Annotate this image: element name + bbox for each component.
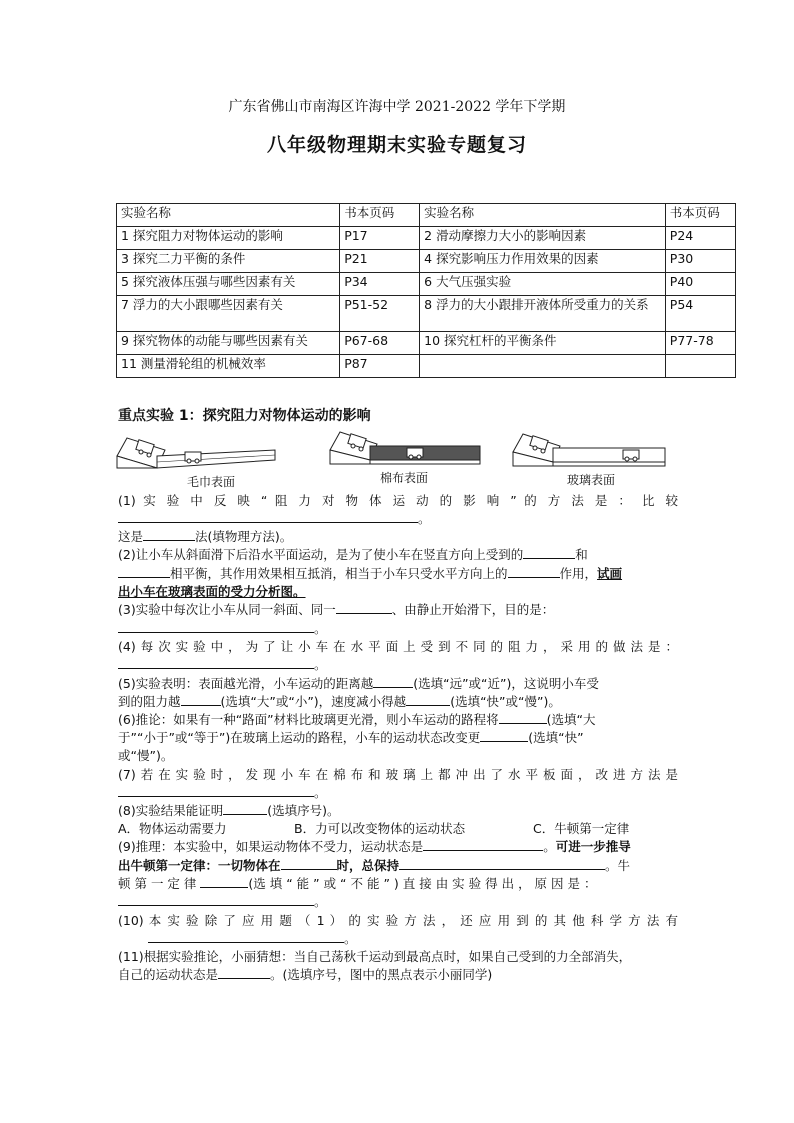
table-cell: P67-68 [340,332,420,355]
answer-blank[interactable] [118,510,418,523]
table-cell: 2 滑动摩擦力大小的影响因素 [420,227,666,250]
towel-surface-figure [117,438,275,468]
answer-blank[interactable] [118,656,314,669]
table-cell [665,355,735,378]
question-2-line-2: 相平衡，其作用效果相互抵消，相当于小车只受水平方向上的 作用，试画 [118,565,678,582]
answer-blank[interactable] [499,711,547,724]
option-b[interactable]: B．力可以改变物体的运动状态 [294,821,466,836]
question-9-line-2: 出牛顿第一定律：一切物体在 时，总保持 。牛 [118,858,631,873]
question-6-line-2: 于”“小于”或“等于”)在玻璃上运动的路程，小车的运动状态改变更 (选填“快” [118,730,584,745]
section-heading: 重点实验 1：探究阻力对物体运动的影响 [118,408,371,424]
table-row [117,296,736,332]
answer-blank[interactable] [118,784,314,797]
option-c[interactable]: C．牛顿第一定律 [533,821,630,836]
figure-label-towel: 毛巾表面 [187,475,236,488]
answer-blank[interactable] [118,620,314,633]
question-7-line-1: (7)若在实验时，发现小车在棉布和玻璃上都冲出了水平板面，改进方法是 [118,767,678,782]
figure-label-glass: 玻璃表面 [567,473,616,487]
answer-blank[interactable] [118,565,170,578]
experiment-figures [115,428,675,488]
option-a[interactable]: A．物体运动需要力 [118,821,227,836]
table-cell: 9 探究物体的动能与哪些因素有关 [117,332,340,355]
table-cell: 7 浮力的大小跟哪些因素有关 [117,296,340,332]
cotton-surface-figure [330,432,480,464]
table-cell: 8 浮力的大小跟排开液体所受重力的关系 [420,296,666,332]
question-6-line-1: (6)推论：如果有一种“路面”材料比玻璃更光滑，则小车运动的路程将 (选填“大 [118,712,596,727]
question-9-line-3: 顿 第 一 定 律 (选 填 “ 能 ” 或 “ 不 能 ” ) 直 接 由 实 验 得 出 ， 原 因 是 ： [118,876,597,891]
table-cell: P54 [665,296,735,332]
table-cell: P34 [340,273,420,296]
answer-blank[interactable] [223,802,267,815]
question-9-line-1: (9)推理：本实验中，如果运动物体不受力，运动状态是 。可进一步推导 [118,839,631,854]
school-header: 广东省佛山市南海区许海中学 2021-2022 学年下学期 [228,99,566,115]
question-11-line-1: (11)根据实验推论，小丽猜想：当自己荡秋千运动到最高点时，如果自己受到的力全部消失， [118,949,632,964]
table-row [117,355,736,378]
question-7-line-2: 。 [118,784,678,801]
question-10-line-2: 。 [118,930,678,947]
header-cell: 实验名称 [420,204,666,227]
experiment-table [116,203,736,378]
answer-blank[interactable] [336,601,392,614]
table-cell: 11 测量滑轮组的机械效率 [117,355,340,378]
table-row [117,273,736,296]
question-2-line-1: (2)让小车从斜面滑下后沿水平面运动，是为了使小车在竖直方向上受到的 和 [118,547,588,562]
answer-blank[interactable] [373,675,413,688]
question-4-line-2: 。 [118,656,678,673]
header-cell: 实验名称 [117,204,340,227]
table-cell: P40 [665,273,735,296]
question-8-line-1: (8)实验结果能证明 (选填序号)。 [118,803,340,818]
table-cell: P77-78 [665,332,735,355]
table-cell: 4 探究影响压力作用效果的因素 [420,250,666,273]
table-cell: 6 大气压强实验 [420,273,666,296]
question-11-line-2: 自己的运动状态是 。(选填序号，图中的黑点表示小丽同学) [118,967,493,982]
table-cell: P51-52 [340,296,420,332]
glass-surface-figure [513,434,665,466]
question-3-line-1: (3)实验中每次让小车从同一斜面、同一 、由静止开始滑下，目的是： [118,602,555,617]
question-9-line-4: 。 [118,893,678,910]
table-cell: P87 [340,355,420,378]
answer-blank[interactable] [118,893,314,906]
table-row [117,227,736,250]
answer-blank[interactable] [508,565,560,578]
answer-blank[interactable] [148,930,344,943]
answer-blank[interactable] [480,729,528,742]
table-cell [420,355,666,378]
answer-blank[interactable] [406,693,450,706]
answer-blank[interactable] [423,838,543,851]
table-cell: 5 探究液体压强与哪些因素有关 [117,273,340,296]
table-cell: 1 探究阻力对物体运动的影响 [117,227,340,250]
answer-blank[interactable] [200,875,248,888]
table-cell: P21 [340,250,420,273]
question-5-line-1: (5)实验表明：表面越光滑，小车运动的距离越 (选填“远”或“近”)，这说明小车受 [118,676,599,691]
answer-blank[interactable] [399,857,605,870]
question-3-line-2: 。 [118,620,678,637]
question-1-line-1: (1) 实 验 中 反 映 “ 阻 力 对 物 体 运 动 的 影 响 ” 的 方 法 是 ： 比 较 [118,493,678,508]
answer-blank[interactable] [523,546,575,559]
table-cell: 10 探究杠杆的平衡条件 [420,332,666,355]
header-cell: 书本页码 [340,204,420,227]
header-cell: 书本页码 [665,204,735,227]
table-cell: 3 探究二力平衡的条件 [117,250,340,273]
question-2-line-3: 出小车在玻璃表面的受力分析图。 [118,584,306,599]
table-cell: P30 [665,250,735,273]
question-10-line-1: (10) 本 实 验 除 了 应 用 题 （ 1 ） 的 实 验 方 法 ， 还 应 用 到 的 其 他 科 学 方 法 有 [118,913,678,928]
table-cell: P17 [340,227,420,250]
table-row [117,332,736,355]
page-title: 八年级物理期末实验专题复习 [266,134,527,156]
figure-label-cotton: 棉布表面 [380,471,429,485]
question-4-line-1: (4)每次实验中，为了让小车在水平面上受到不同的阻力，采用的做法是： [118,639,678,654]
question-1-line-2: 。 [118,510,678,527]
answer-blank[interactable] [143,528,195,541]
question-6-line-3: 或“慢”)。 [118,748,174,763]
answer-blank[interactable] [281,857,337,870]
question-5-line-2: 到的阻力越 (选填“大”或“小”)，速度减小得越 (选填“快”或“慢”)。 [118,694,561,709]
answer-blank[interactable] [181,693,221,706]
question-1-line-3: 这是 法(填物理方法)。 [118,529,293,544]
table-cell: P24 [665,227,735,250]
table-row [117,250,736,273]
table-header-row [117,204,736,227]
answer-blank[interactable] [218,966,270,979]
